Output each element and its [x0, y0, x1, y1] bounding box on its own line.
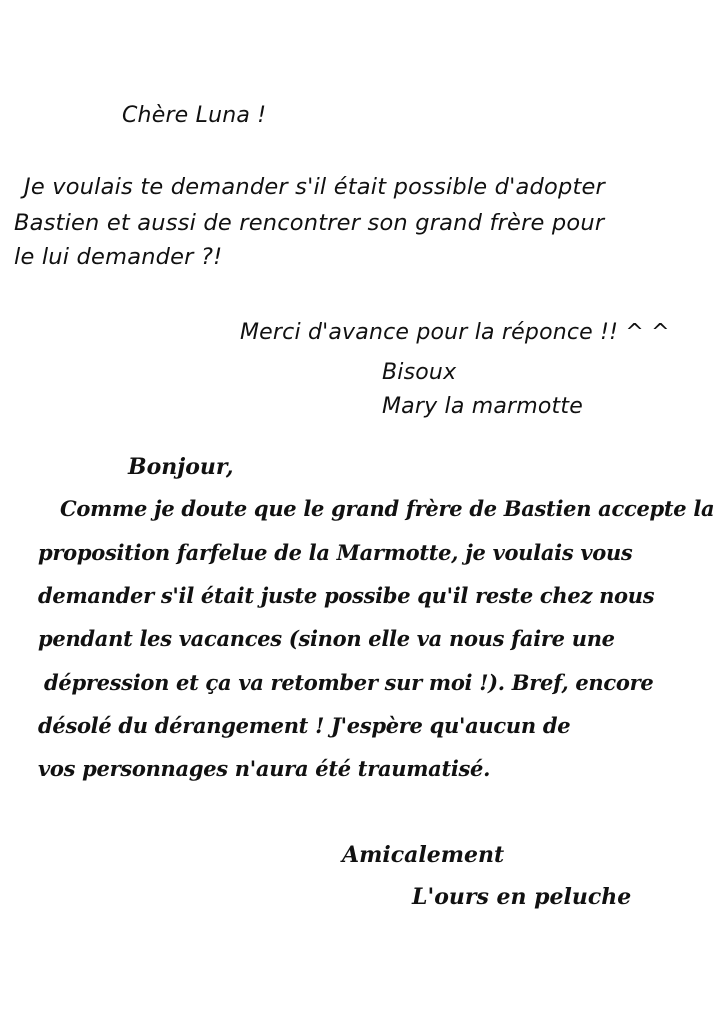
letter2-greeting: Bonjour,	[128, 454, 234, 480]
letter2-signature: L'ours en peluche	[412, 884, 632, 910]
letter2-body-line-3: demander s'il était juste possibe qu'il reste chez nous	[38, 583, 655, 608]
letter2-body-line-2: proposition farfelue de la Marmotte, je voulais vous	[38, 540, 633, 565]
letter1-signature: Mary la marmotte	[382, 394, 583, 419]
letter1-body-line-2: Bastien et aussi de rencontrer son grand frère pour	[14, 210, 605, 236]
letter1-closing: Bisoux	[382, 360, 457, 385]
letter1-greeting: Chère Luna !	[122, 103, 267, 128]
letter1-body-line-3: le lui demander ?!	[14, 244, 223, 270]
letter2-body-line-7: vos personnages n'aura été traumatisé.	[38, 756, 491, 781]
letter2-body-line-5: dépression et ça va retomber sur moi !). Bref, encore	[44, 670, 654, 695]
letter1-thanks: Merci d'avance pour la réponce !! ^ ^	[240, 320, 670, 345]
letter2-closing: Amicalement	[342, 842, 505, 868]
letter2-body-line-1: Comme je doute que le grand frère de Bastien accepte la	[60, 496, 715, 521]
letter2-body-line-6: désolé du dérangement ! J'espère qu'aucun de	[38, 713, 571, 738]
letter2-body-line-4: pendant les vacances (sinon elle va nous faire une	[38, 626, 615, 651]
letter1-body-line-1: Je voulais te demander s'il était possible d'adopter	[24, 174, 605, 200]
